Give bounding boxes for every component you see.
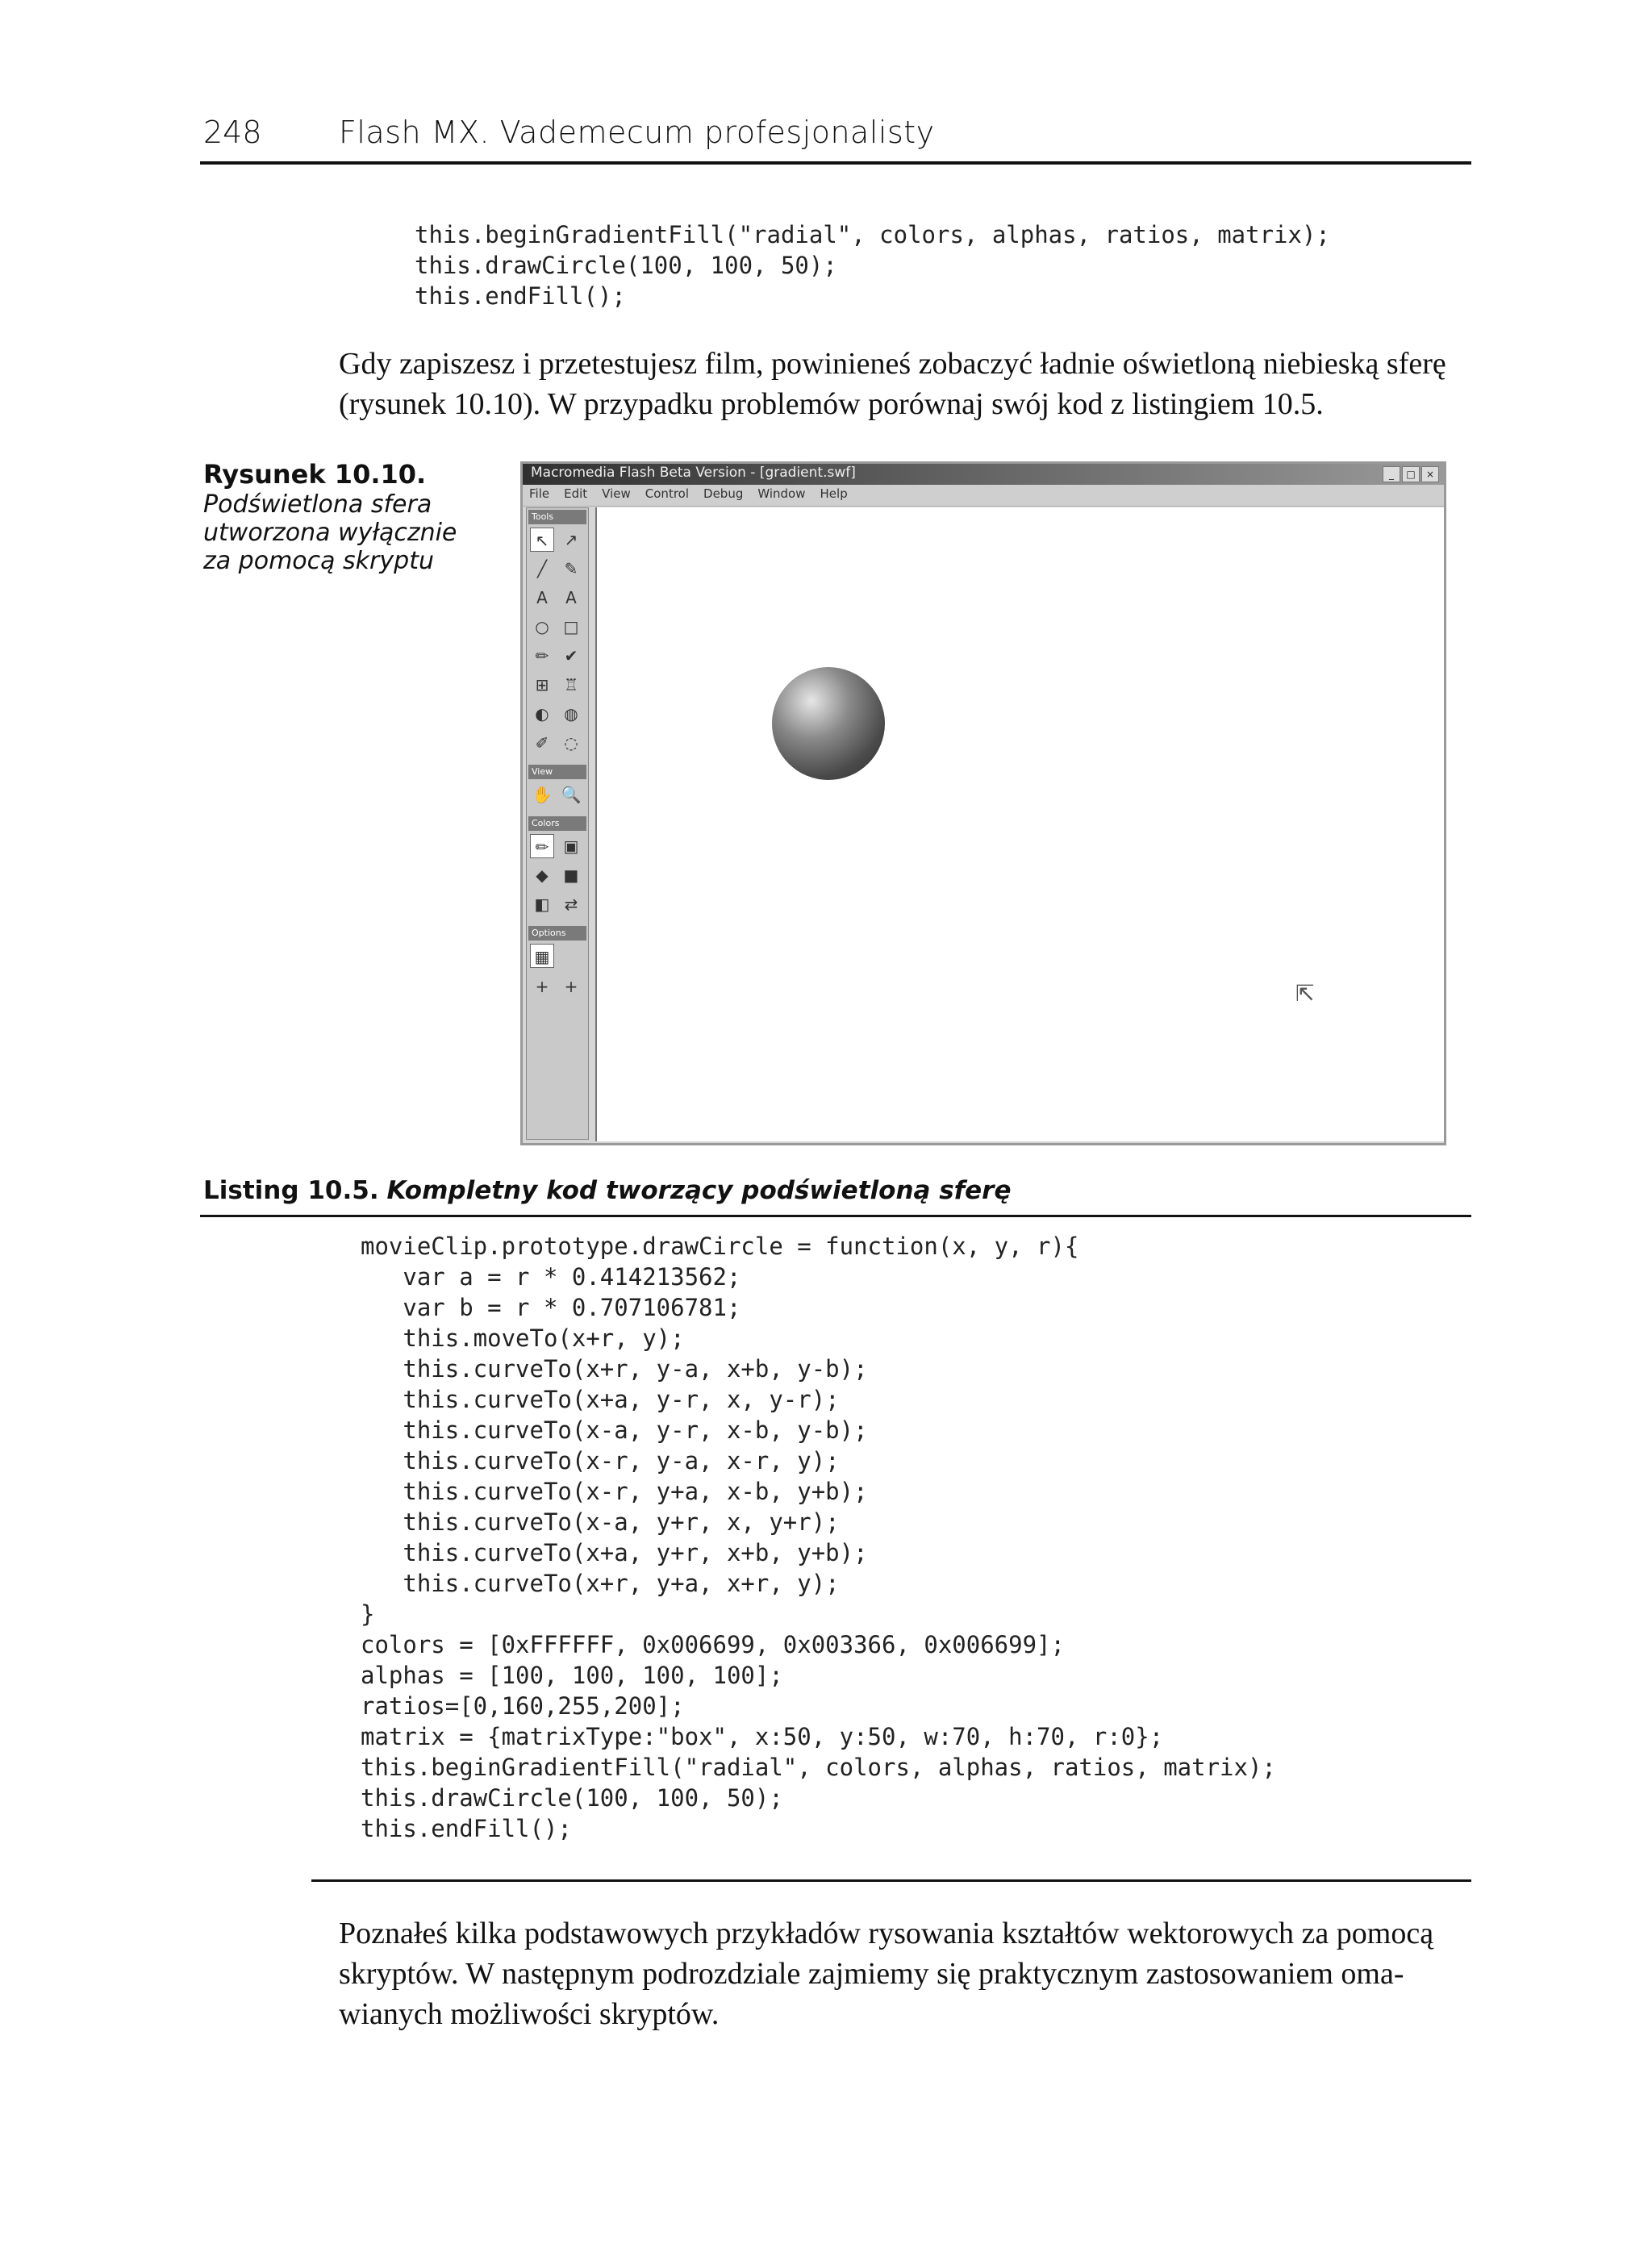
code-line: var b = r * 0.707106781;	[361, 1294, 741, 1321]
tools-panel-header: Tools	[528, 510, 586, 524]
menu-bar	[523, 485, 1444, 507]
brush-tool-icon[interactable]: ✔	[564, 646, 578, 665]
flash-screenshot	[520, 461, 1446, 1145]
listing-heading	[203, 1176, 1012, 1205]
lasso-tool-icon[interactable]: ✎	[564, 559, 578, 578]
line-tool-icon[interactable]: ╱	[536, 559, 548, 578]
code-line: this.curveTo(x+r, y+a, x+r, y);	[361, 1570, 840, 1597]
eyedropper-tool-icon[interactable]: ✐	[535, 733, 549, 753]
window-titlebar	[523, 464, 1444, 485]
pencil-tool-icon[interactable]: ✏	[535, 646, 549, 665]
menu-file[interactable]: File	[529, 486, 550, 501]
colors-panel-header: Colors	[528, 816, 586, 831]
figure-number: Rysunek 10.10.	[203, 459, 427, 490]
menu-help[interactable]: Help	[820, 486, 848, 501]
code-line: this.curveTo(x-r, y+a, x-b, y+b);	[361, 1478, 868, 1505]
figure-caption	[203, 458, 469, 575]
minimize-button[interactable]: _	[1383, 466, 1400, 482]
text-tool-icon[interactable]: A	[565, 588, 577, 607]
fill-color-icon[interactable]: ◆	[536, 866, 549, 885]
listing-title: Kompletny kod tworzący podświetloną sferę	[386, 1176, 1012, 1205]
listing-number: Listing 10.5.	[203, 1176, 379, 1205]
arrow-tool-icon[interactable]: ↖	[530, 528, 554, 552]
figure-caption-line: Podświetlona sfera	[203, 490, 432, 519]
subselect-tool-icon[interactable]: ↗	[564, 530, 578, 549]
swap-colors-icon[interactable]: ⇄	[564, 895, 578, 914]
stroke-color-icon[interactable]: ✏	[530, 834, 554, 858]
pen-tool-icon[interactable]: A	[536, 588, 548, 607]
menu-items	[529, 486, 848, 501]
smooth-option-icon[interactable]: +	[535, 977, 549, 996]
mouse-cursor-icon: ⇱	[1295, 980, 1315, 1007]
code-line: var a = r * 0.414213562;	[361, 1263, 741, 1291]
figure-caption-line: za pomocą skryptu	[203, 547, 434, 575]
code-line: colors = [0xFFFFFF, 0x006699, 0x003366, 0x006699];	[361, 1631, 1065, 1658]
code-line: this.drawCircle(100, 100, 50);	[415, 252, 837, 279]
paragraph-line: (rysunek 10.10). W przypadku problemów porównaj swój kod z listingiem 10.5.	[339, 387, 1324, 421]
code-line: this.drawCircle(100, 100, 50);	[361, 1784, 783, 1812]
listing-rule-top	[200, 1215, 1471, 1217]
code-line: this.beginGradientFill("radial", colors, alphas, ratios, matrix);	[361, 1754, 1276, 1781]
tools-panel	[526, 507, 589, 1140]
code-line: movieClip.prototype.drawCircle = function(x, y, r){	[361, 1233, 1079, 1260]
fill-transform-tool-icon[interactable]: ♖	[564, 675, 578, 695]
code-line: this.curveTo(x+a, y-r, x, y-r);	[361, 1386, 840, 1413]
code-line: this.curveTo(x+a, y+r, x+b, y+b);	[361, 1539, 868, 1566]
fill-swatch-icon[interactable]: ■	[563, 866, 579, 885]
close-button[interactable]: ×	[1421, 466, 1439, 482]
default-colors-icon[interactable]: ◧	[534, 895, 550, 914]
listing-rule-bottom	[311, 1879, 1471, 1882]
highlighted-sphere	[772, 667, 885, 780]
menu-view[interactable]: View	[602, 486, 631, 501]
stroke-swatch-icon[interactable]: ▣	[563, 836, 579, 856]
menu-debug[interactable]: Debug	[703, 486, 744, 501]
paragraph-line: skryptów. W następnym podrozdziale zajmiemy się praktycznym zastosowaniem oma-	[339, 1957, 1404, 1991]
code-line: matrix = {matrixType:"box", x:50, y:50, w:70, h:70, r:0};	[361, 1723, 1164, 1750]
paragraph	[339, 344, 1472, 424]
menu-edit[interactable]: Edit	[564, 486, 588, 501]
snap-option-icon[interactable]: ▦	[530, 944, 554, 968]
options-panel-header: Options	[528, 926, 586, 941]
hand-tool-icon[interactable]: ✋	[532, 785, 553, 804]
ink-bottle-tool-icon[interactable]: ◐	[535, 704, 549, 724]
listing-code	[361, 1231, 1276, 1844]
zoom-tool-icon[interactable]: 🔍	[561, 785, 582, 804]
code-line: this.curveTo(x-a, y-r, x-b, y-b);	[361, 1416, 868, 1444]
code-line: this.curveTo(x+r, y-a, x+b, y-b);	[361, 1355, 868, 1383]
stage-canvas[interactable]	[595, 507, 1444, 1141]
code-line: this.moveTo(x+r, y);	[361, 1324, 685, 1352]
paragraph-line: Poznałeś kilka podstawowych przykładów rysowania kształtów wektorowych za pomocą	[339, 1917, 1434, 1950]
code-line: alphas = [100, 100, 100, 100];	[361, 1662, 783, 1689]
code-line: this.endFill();	[415, 282, 626, 310]
rectangle-tool-icon[interactable]: □	[563, 617, 579, 636]
straighten-option-icon[interactable]: +	[564, 977, 578, 996]
window-title: Macromedia Flash Beta Version - [gradient.swf]	[531, 465, 856, 481]
code-line: this.curveTo(x-a, y+r, x, y+r);	[361, 1508, 840, 1536]
code-line: this.beginGradientFill("radial", colors, alphas, ratios, matrix);	[415, 221, 1330, 248]
code-line: ratios=[0,160,255,200];	[361, 1692, 685, 1720]
menu-control[interactable]: Control	[645, 486, 690, 501]
paint-bucket-tool-icon[interactable]: ◍	[564, 704, 578, 724]
book-title: Flash MX. Vademecum profesjonalisty	[339, 115, 935, 150]
paragraph-line: wianych możliwości skryptów.	[339, 1997, 720, 2031]
header-rule	[200, 161, 1471, 165]
paragraph	[339, 1913, 1472, 2034]
code-line: }	[361, 1600, 375, 1628]
menu-window[interactable]: Window	[757, 486, 806, 501]
code-line: this.curveTo(x-r, y-a, x-r, y);	[361, 1447, 840, 1475]
transform-tool-icon[interactable]: ⊞	[535, 675, 549, 695]
paragraph-line: Gdy zapiszesz i przetestujesz film, powinieneś zobaczyć ładnie oświetloną niebieską sferę	[339, 347, 1446, 381]
eraser-tool-icon[interactable]: ◌	[564, 733, 578, 753]
view-panel-header: View	[528, 765, 586, 779]
code-snippet	[415, 219, 1330, 311]
maximize-button[interactable]: □	[1402, 466, 1420, 482]
window-controls	[1383, 466, 1439, 482]
figure-caption-line: utworzona wyłącznie	[203, 519, 457, 547]
oval-tool-icon[interactable]: ○	[535, 617, 549, 636]
code-line: this.endFill();	[361, 1815, 572, 1842]
page-number: 248	[203, 115, 262, 150]
